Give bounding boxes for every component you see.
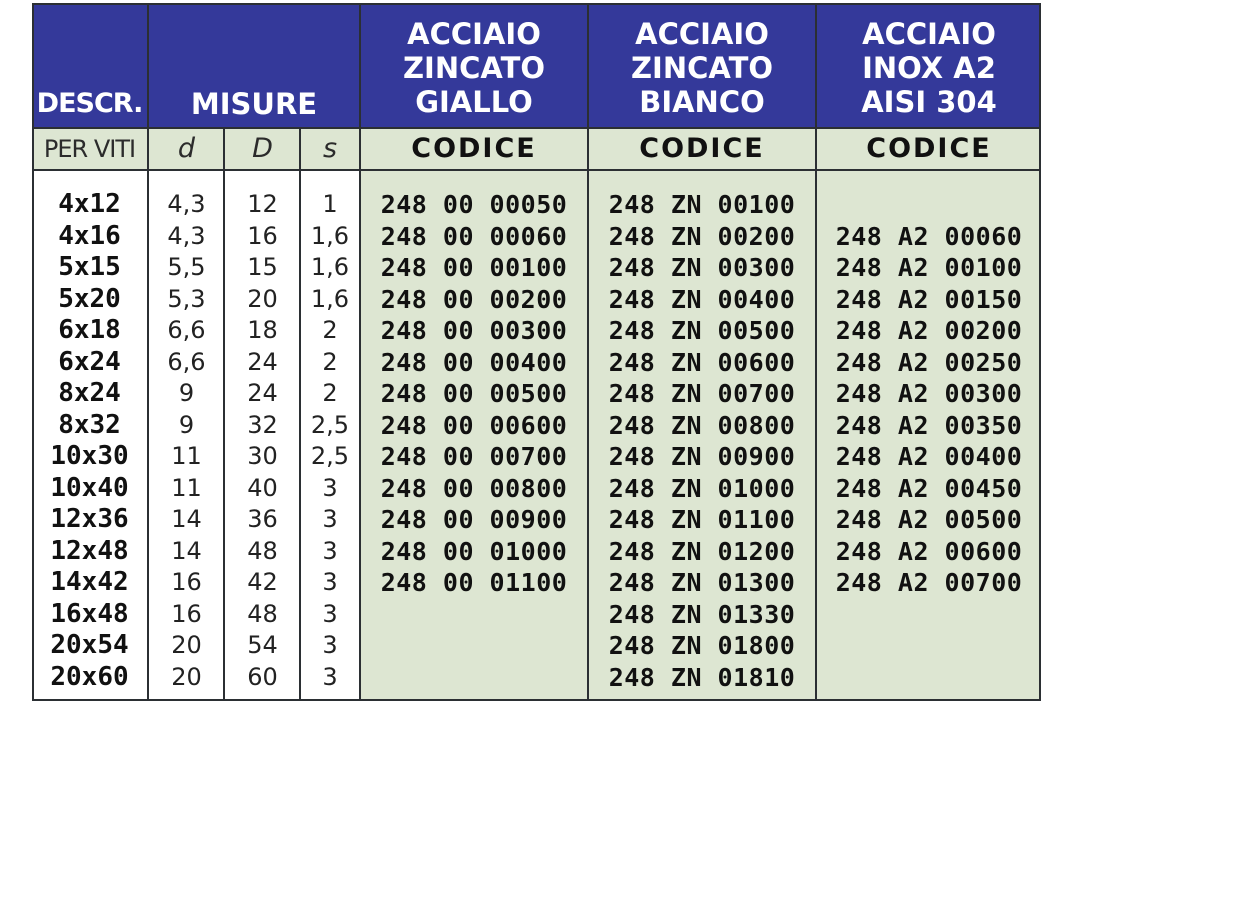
giallo-code-cell: 248 00 00050 [380, 190, 568, 219]
bianco-code-cell: 248 ZN 01200 [608, 536, 796, 566]
d-cell: 6,6 [167, 347, 206, 376]
giallo-code-cell: 248 00 00200 [380, 284, 568, 314]
inox-code-cell: 248 A2 00100 [835, 253, 1023, 282]
top-border [32, 3, 1041, 5]
codice-label: CODICE [411, 133, 537, 164]
inox-code-cell: 248 A2 00400 [835, 442, 1023, 471]
descr-cell: 6x18 [58, 315, 121, 345]
codice-bianco [589, 128, 815, 170]
inox-header-line1: ACCIAIO [862, 17, 996, 51]
bianco-header-line2: ZINCATO [631, 51, 773, 85]
bianco-code-cell: 248 ZN 01810 [608, 662, 796, 692]
descr-header: DESCR. [36, 88, 143, 119]
descr-cell: 12x48 [50, 535, 129, 566]
s-cell: 1,6 [310, 284, 350, 313]
giallo-code-cell: 248 00 00800 [380, 473, 568, 503]
col-divider-d [223, 128, 225, 701]
giallo-code-cell [361, 599, 587, 631]
s-cell: 3 [322, 473, 338, 502]
descr-cell: 5x20 [58, 283, 121, 314]
descr-cell: 8x24 [58, 378, 121, 408]
giallo-code-cell: 248 00 00500 [380, 379, 568, 408]
bianco-code-cell: 248 ZN 00100 [608, 190, 796, 219]
descr-cell: 10x30 [50, 441, 129, 471]
giallo-code-cell: 248 00 00600 [380, 410, 568, 440]
s-cell: 3 [322, 568, 338, 596]
D-cell: 40 [247, 473, 278, 502]
d-cell: 16 [171, 568, 202, 596]
bianco-code-cell: 248 ZN 00700 [608, 379, 796, 408]
giallo-header-line2: ZINCATO [403, 51, 545, 85]
giallo-code-cell [361, 630, 587, 662]
d-cell: 11 [171, 442, 202, 470]
bianco-code-cell: 248 ZN 01330 [608, 599, 796, 629]
giallo-code-column [361, 189, 587, 693]
d-cell: 14 [171, 536, 202, 565]
misure-header: MISURE [190, 87, 318, 121]
bianco-code-cell: 248 ZN 00200 [608, 221, 796, 251]
d-cell: 20 [171, 662, 202, 691]
s-cell: 2,5 [310, 442, 350, 470]
d-cell: 4,3 [167, 221, 206, 250]
s-cell: 1,6 [310, 221, 350, 250]
bianco-code-cell: 248 ZN 01300 [608, 568, 796, 597]
descr-cell: 16x48 [50, 598, 129, 629]
D-cell: 24 [247, 347, 278, 376]
giallo-code-cell: 248 00 00060 [380, 221, 568, 251]
subheader-divider [32, 169, 1041, 171]
inox-code-cell: 248 A2 00450 [835, 473, 1023, 503]
inox-header-line2: INOX A2 [862, 51, 996, 85]
giallo-header-line3: GIALLO [415, 85, 533, 119]
descr-cell: 14x42 [50, 567, 129, 597]
bianco-header-line3: BIANCO [639, 85, 765, 119]
d-cell: 20 [171, 631, 202, 659]
descr-cell: 12x36 [50, 504, 129, 534]
bianco-code-cell: 248 ZN 01800 [608, 631, 796, 660]
inox-code-cell [817, 599, 1041, 631]
inox-code-cell: 248 A2 00300 [835, 379, 1023, 408]
d-cell: 16 [171, 599, 202, 628]
inox-code-cell: 248 A2 00200 [835, 316, 1023, 345]
giallo-code-cell: 248 00 00900 [380, 505, 568, 534]
bianco-code-cell: 248 ZN 00300 [608, 253, 796, 282]
D-cell: 18 [247, 316, 278, 344]
s-cell: 3 [322, 662, 338, 691]
d-cell: 14 [171, 505, 202, 533]
bianco-header-line1: ACCIAIO [635, 17, 769, 51]
col-divider-bianco [815, 3, 817, 701]
giallo-code-cell: 248 00 01100 [380, 568, 568, 597]
codice-label: CODICE [639, 133, 765, 164]
giallo-code-cell: 248 00 00700 [380, 442, 568, 471]
bianco-code-cell: 248 ZN 00400 [608, 284, 796, 314]
inox-code-cell: 248 A2 00060 [835, 221, 1023, 251]
s-cell: 3 [322, 631, 338, 659]
D-cell: 20 [247, 284, 278, 313]
product-table [32, 3, 1041, 701]
d-cell: 6,6 [167, 316, 206, 344]
giallo-code-cell: 248 00 00400 [380, 347, 568, 377]
bottom-border [32, 699, 1041, 701]
D-cell: 32 [247, 410, 278, 439]
d-cell: 9 [178, 410, 195, 439]
descr-cell: 20x54 [50, 630, 129, 660]
giallo-code-cell: 248 00 00300 [380, 316, 568, 345]
D-cell: 60 [247, 662, 278, 691]
per-viti-label: PER VITI [43, 135, 136, 163]
d-cell: 4,3 [167, 190, 206, 218]
D-cell: 48 [247, 599, 278, 628]
D-column [225, 189, 300, 693]
D-cell: 30 [247, 442, 278, 470]
D-cell: 36 [247, 505, 278, 533]
D-cell: 48 [247, 536, 278, 565]
D-label: D [252, 133, 273, 164]
D-cell: 54 [247, 631, 278, 659]
bianco-code-cell: 248 ZN 01100 [608, 505, 796, 534]
codice-inox [817, 128, 1041, 170]
inox-code-cell [817, 662, 1041, 694]
D-cell: 15 [247, 253, 278, 281]
inox-code-cell: 248 A2 00600 [835, 536, 1023, 566]
s-cell: 3 [322, 505, 338, 533]
bianco-code-cell: 248 ZN 00800 [608, 410, 796, 440]
inox-code-cell: 248 A2 00350 [835, 410, 1023, 440]
inox-code-cell [817, 189, 1041, 221]
d-cell: 11 [171, 473, 202, 502]
s-column [301, 189, 359, 693]
d-label: d [177, 133, 196, 164]
right-border [1039, 3, 1041, 701]
s-cell: 1,6 [310, 253, 350, 281]
bianco-code-cell: 248 ZN 00600 [608, 347, 796, 377]
subheader-labels [32, 128, 1041, 170]
bianco-header [589, 17, 815, 119]
col-divider-s [359, 3, 361, 701]
bianco-code-cell: 248 ZN 00500 [608, 316, 796, 345]
D-cell: 12 [247, 190, 278, 218]
descr-cell: 10x40 [50, 472, 129, 503]
s-cell: 1 [322, 190, 338, 218]
descr-cell: 4x12 [58, 189, 121, 219]
inox-code-cell: 248 A2 00250 [835, 347, 1023, 377]
descr-column [32, 189, 147, 693]
d-cell: 5,5 [167, 253, 206, 281]
bianco-code-cell: 248 ZN 00900 [608, 442, 796, 471]
D-cell: 16 [247, 221, 278, 250]
s-cell: 2 [322, 316, 338, 344]
col-divider-D [299, 128, 301, 701]
d-column [149, 189, 224, 693]
d-cell: 5,3 [167, 284, 206, 313]
inox-code-cell: 248 A2 00150 [835, 284, 1023, 314]
header-divider [32, 127, 1041, 129]
inox-code-cell: 248 A2 00500 [835, 505, 1023, 534]
D-cell: 42 [247, 568, 278, 596]
bianco-code-cell: 248 ZN 01000 [608, 473, 796, 503]
inox-header [817, 17, 1041, 119]
descr-cell: 8x32 [58, 409, 121, 440]
giallo-header-line1: ACCIAIO [407, 17, 541, 51]
giallo-code-cell: 248 00 00100 [380, 253, 568, 282]
descr-cell: 4x16 [58, 220, 121, 251]
codice-giallo [361, 128, 587, 170]
descr-cell: 6x24 [58, 346, 121, 377]
col-divider-giallo [587, 3, 589, 701]
descr-cell: 20x60 [50, 661, 129, 692]
s-cell: 2 [322, 347, 338, 376]
s-cell: 3 [322, 599, 338, 628]
giallo-code-cell [361, 662, 587, 694]
inox-code-cell: 248 A2 00700 [835, 568, 1023, 597]
s-cell: 2,5 [310, 410, 350, 439]
bianco-code-column [589, 189, 815, 693]
giallo-code-cell: 248 00 01000 [380, 536, 568, 566]
s-cell: 2 [322, 379, 338, 407]
s-label: s [322, 133, 338, 164]
giallo-header [361, 17, 587, 119]
descr-cell: 5x15 [58, 252, 121, 282]
inox-code-cell [817, 630, 1041, 662]
s-cell: 3 [322, 536, 338, 565]
d-cell: 9 [178, 379, 195, 407]
D-cell: 24 [247, 379, 278, 407]
col-divider-descr [147, 3, 149, 701]
inox-header-line3: AISI 304 [861, 85, 997, 119]
left-border [32, 3, 34, 701]
codice-label: CODICE [866, 133, 992, 164]
inox-code-column [817, 189, 1041, 693]
